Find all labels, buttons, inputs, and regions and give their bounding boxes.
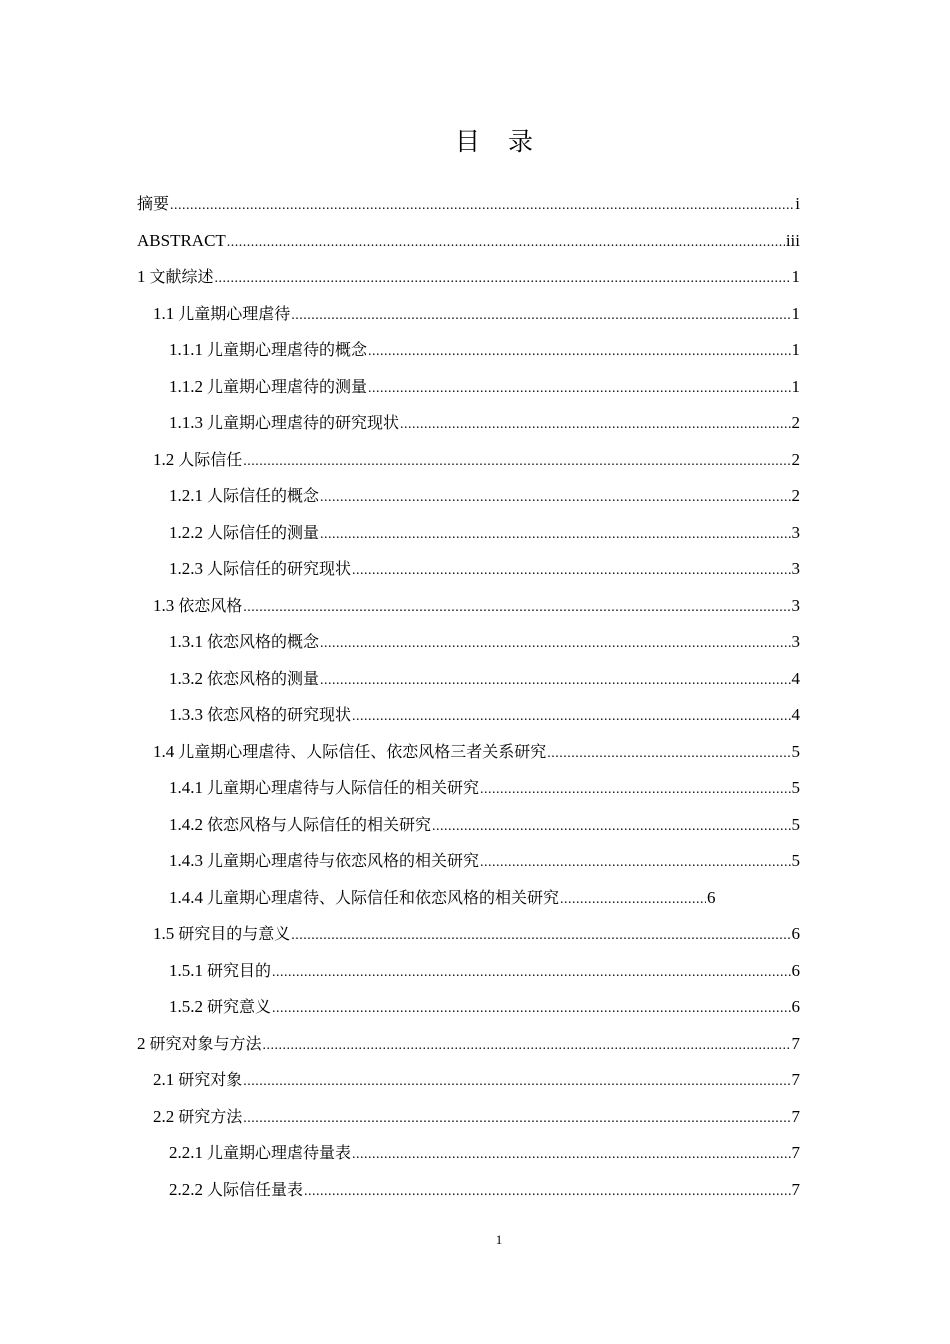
toc-entry[interactable] [137,661,800,698]
toc-entry-number: 1.5.1 [169,960,203,980]
toc-entry-page: 6 [791,960,800,980]
toc-dot-leader [243,1099,790,1136]
toc-entry[interactable] [137,807,800,844]
toc-entry-page: 3 [791,595,800,615]
toc-entry-number: 2.2.2 [169,1179,203,1199]
toc-entry-title: 依恋风格的研究现状 [207,705,352,724]
toc-dot-leader [480,843,790,880]
toc-dot-leader [432,807,790,844]
toc-entry-page: 5 [791,851,800,870]
toc-entry-number: 1.4.4 [169,887,203,907]
toc-entry-title: 研究意义 [207,997,272,1016]
toc-entry-number: 1.3 [153,595,175,615]
toc-entry-title: 人际信任的测量 [207,522,320,542]
toc-dot-leader [304,1172,790,1209]
toc-dot-leader [243,442,790,479]
toc-entry-page: 1 [791,303,800,323]
toc-entry[interactable] [137,697,800,734]
toc-entry-number: 1.4.1 [169,778,203,797]
toc-entry-page: 3 [791,522,800,542]
toc-entry-title: 儿童期心理虐待、人际信任、依恋风格三者关系研究 [178,741,547,761]
toc-entry-page: 7 [791,1179,800,1199]
toc-dot-leader [272,953,790,990]
toc-entry[interactable] [137,223,800,260]
toc-entry-number: 1.4.2 [169,814,203,834]
toc-entry-number: 1.2.1 [169,486,203,505]
toc-entry-title: 依恋风格与人际信任的相关研究 [207,814,432,834]
toc-entry[interactable] [137,1172,800,1209]
toc-entry[interactable] [137,770,800,807]
toc-entry-number: 2.1 [153,1070,175,1089]
toc-entry-number: 1.1 [153,303,175,323]
toc-entry-number: 1.4 [153,741,175,761]
toc-dot-leader [320,624,790,661]
toc-entry[interactable] [137,1026,800,1063]
toc-entry-title: 儿童期心理虐待的概念 [207,340,368,359]
toc-dot-leader [368,332,790,369]
toc-dot-leader [263,1026,791,1063]
toc-entry-page: iii [785,230,800,250]
toc-dot-leader [320,515,790,552]
toc-dot-leader [291,296,790,333]
toc-entry-page: 3 [791,559,800,578]
toc-entry[interactable] [137,515,800,552]
toc-entry-page: 1 [791,267,800,286]
toc-entry[interactable] [137,442,800,479]
toc-entry-number: 1.2.3 [169,559,203,578]
toc-entry-number: 2.2 [153,1106,175,1126]
toc-entry-page: 6 [707,887,716,907]
toc-entry[interactable] [137,369,800,406]
toc-entry-title: 研究目的 [207,960,272,980]
toc-entry-title: 研究对象 [178,1070,243,1089]
toc-entry[interactable] [137,186,800,223]
toc-entry[interactable] [137,916,800,953]
toc-entry-title: 儿童期心理虐待的研究现状 [207,413,400,432]
toc-entry-page: 5 [791,778,800,797]
toc-entry-page: 7 [791,1033,800,1053]
toc-entry-number: 1 [137,267,146,286]
toc-entry-title: 研究对象与方法 [149,1033,262,1053]
toc-entry-title: 儿童期心理虐待 [178,303,291,323]
toc-dot-leader [480,770,790,807]
toc-entry[interactable] [137,588,800,625]
toc-entry-number: 1.5.2 [169,997,203,1016]
toc-entry[interactable] [137,1135,800,1172]
toc-entry-title: 人际信任的研究现状 [207,559,352,578]
toc-entry-number: 1.5 [153,924,175,943]
toc-dot-leader [170,186,794,223]
toc-dot-leader [368,369,790,406]
toc-entry-number: 1.1.2 [169,376,203,396]
toc-entry-page: 7 [791,1143,800,1162]
toc-entry-page: 4 [791,668,800,688]
toc-entry-page: 1 [791,376,800,396]
page-title: 目 录 [455,127,543,156]
toc-entry-page: 2 [791,486,800,505]
toc-entry-number: 1.4.3 [169,851,203,870]
toc-entry[interactable] [137,880,800,917]
toc-entry-title: 文献综述 [149,267,214,286]
toc-dot-leader [320,661,790,698]
toc-entry-number: 1.1.3 [169,413,203,432]
toc-entry-number: 1.2.2 [169,522,203,542]
toc-entry[interactable] [137,259,800,296]
toc-entry-number: 1.3.2 [169,668,203,688]
toc-entry-number: 1.1.1 [169,340,203,359]
toc-dot-leader [320,478,790,515]
toc-entry-page: 1 [791,340,800,359]
toc-entry-page: 7 [791,1106,800,1126]
toc-entry-page: 7 [791,1070,800,1089]
toc-entry-number: 2.2.1 [169,1143,203,1162]
toc-entry[interactable] [137,989,800,1026]
toc-entry-title: 儿童期心理虐待与依恋风格的相关研究 [207,851,480,870]
toc-entry-title: ABSTRACT [137,230,226,250]
toc-dot-leader [560,880,706,917]
toc-dot-leader [272,989,790,1026]
table-of-contents [137,186,800,1208]
toc-entry-number: 2 [137,1033,146,1053]
toc-dot-leader [215,259,791,296]
toc-entry[interactable] [137,332,800,369]
toc-entry-page: 5 [791,741,800,761]
toc-entry[interactable] [137,296,800,333]
toc-entry[interactable] [137,843,800,880]
toc-entry-title: 人际信任的概念 [207,486,320,505]
toc-entry-number: 1.2 [153,449,175,469]
toc-entry-title: 摘要 [137,194,170,213]
toc-entry-title: 研究方法 [178,1106,243,1126]
toc-entry[interactable] [137,1062,800,1099]
toc-entry-page: 2 [791,449,800,469]
toc-dot-leader [352,697,790,734]
toc-entry-title: 儿童期心理虐待、人际信任和依恋风格的相关研究 [207,887,560,907]
toc-entry-page: 3 [791,632,800,651]
toc-dot-leader [243,1062,790,1099]
toc-entry-title: 依恋风格的测量 [207,668,320,688]
toc-entry-page: 5 [791,814,800,834]
toc-entry-page: 4 [791,705,800,724]
toc-entry-title: 儿童期心理虐待与人际信任的相关研究 [207,778,480,797]
toc-entry-title: 研究目的与意义 [178,924,291,943]
toc-entry-number: 1.3.1 [169,632,203,651]
toc-entry-title: 人际信任 [178,449,243,469]
toc-dot-leader [352,551,790,588]
toc-entry[interactable] [137,405,800,442]
page-number: 1 [495,1232,503,1247]
toc-entry-page: 2 [791,413,800,432]
toc-dot-leader [400,405,790,442]
toc-entry[interactable] [137,953,800,990]
toc-entry[interactable] [137,478,800,515]
toc-entry-title: 依恋风格的概念 [207,632,320,651]
toc-dot-leader [547,734,790,771]
toc-entry-page: 6 [791,997,800,1016]
toc-entry-page: 6 [791,924,800,943]
toc-dot-leader [352,1135,790,1172]
toc-dot-leader [291,916,790,953]
toc-entry[interactable] [137,551,800,588]
toc-entry[interactable] [137,734,800,771]
toc-entry-number: 1.3.3 [169,705,203,724]
toc-entry-title: 儿童期心理虐待的测量 [207,376,368,396]
toc-entry[interactable] [137,1099,800,1136]
toc-entry-title: 依恋风格 [178,595,243,615]
toc-entry-page: i [795,194,800,213]
toc-dot-leader [243,588,790,625]
toc-entry-title: 人际信任量表 [207,1179,304,1199]
toc-dot-leader [227,223,785,260]
toc-entry-title: 儿童期心理虐待量表 [207,1143,352,1162]
toc-entry[interactable] [137,624,800,661]
